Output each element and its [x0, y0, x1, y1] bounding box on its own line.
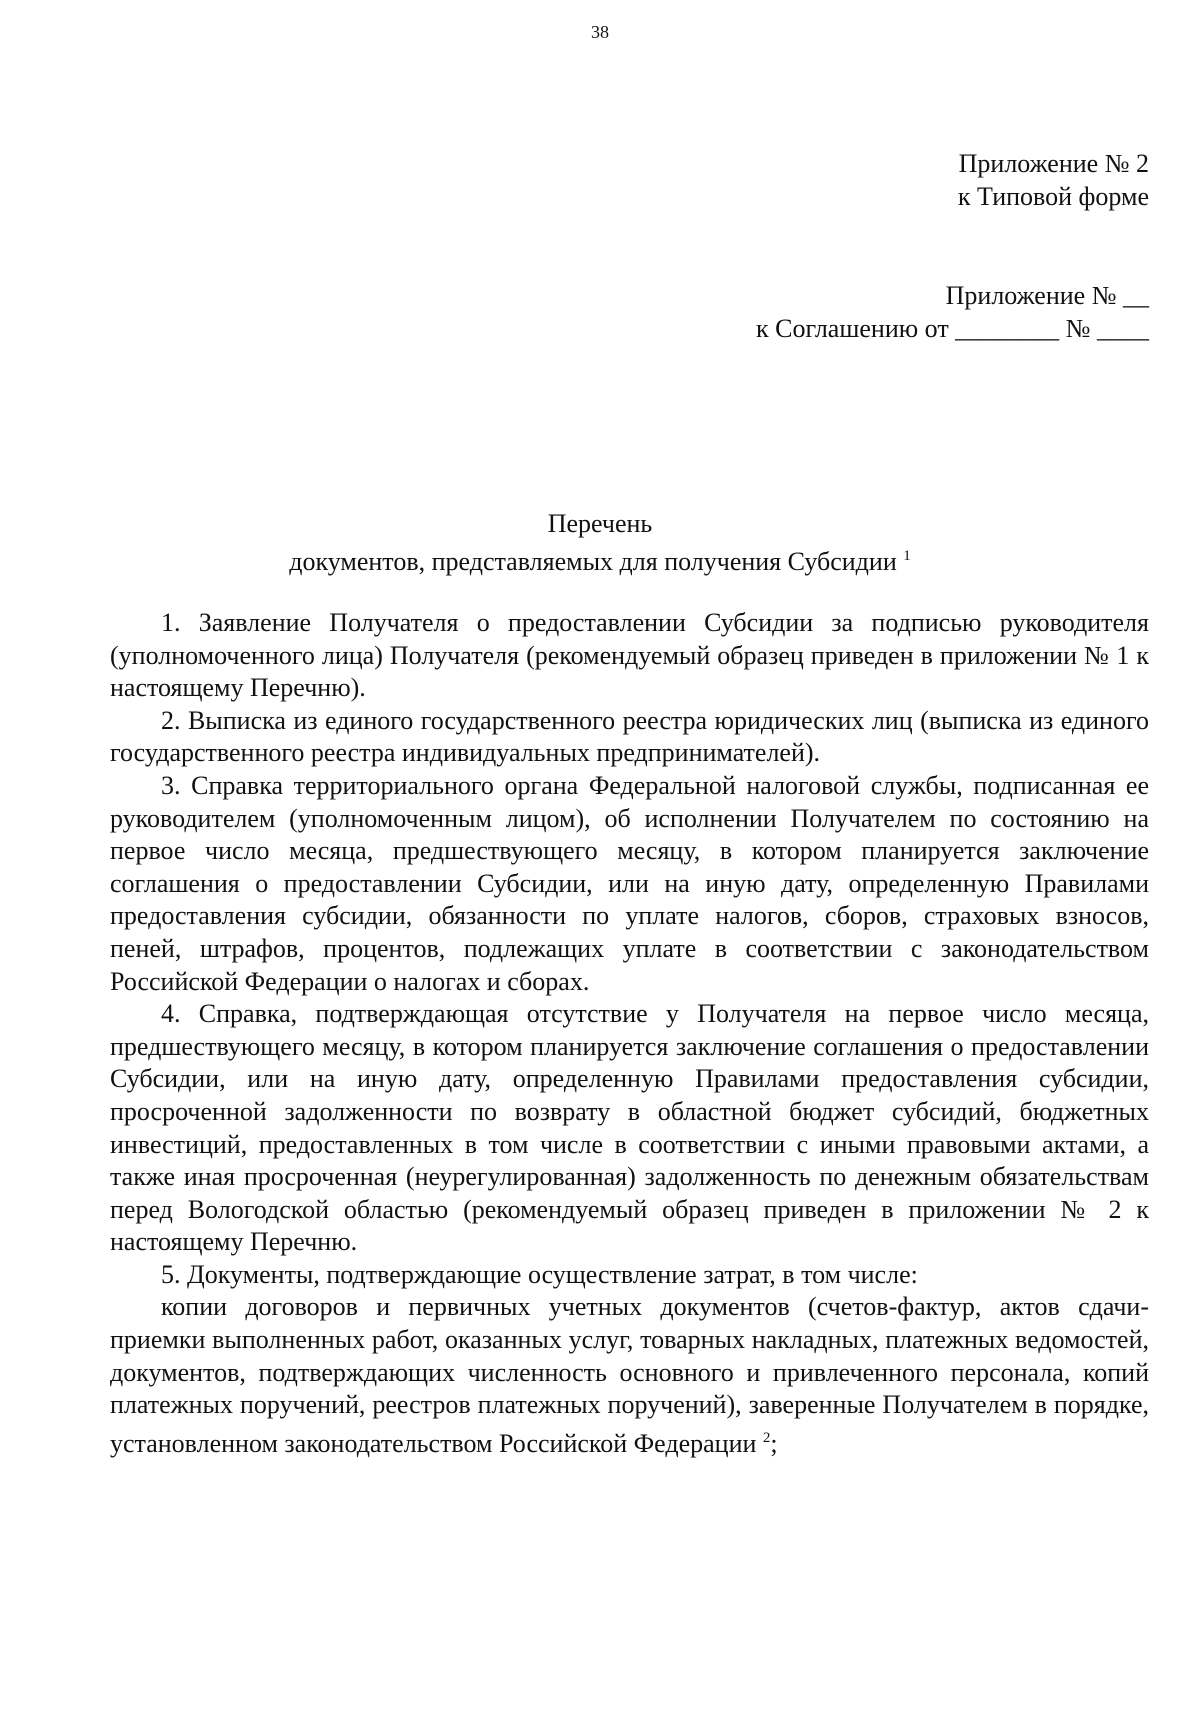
document-body [110, 607, 1149, 1460]
title-line1: Перечень [547, 509, 653, 538]
paragraph-1: 1. Заявление Получателя о предоставлении Субсидии за подписью руководителя (уполномоченного лица) Получателя (рекомендуемый образец приведен в приложении № 1 к настоящему Перечню). [110, 608, 1149, 703]
appendix-header-line2: к Типовой форме [957, 182, 1149, 211]
footnote-mark: 1 [903, 548, 911, 564]
paragraph-2: 2. Выписка из единого государственного реестра юридических лиц (выписка из единого государственного реестра индивидуальных предпринимателей). [110, 705, 1149, 768]
appendix-header [958, 147, 1149, 213]
paragraph-5-subitem [110, 1291, 1149, 1460]
paragraph-5: 5. Документы, подтверждающие осуществление затрат, в том числе: [161, 1259, 918, 1289]
agreement-appendix-header [756, 279, 1149, 345]
agreement-appendix-line2: к Соглашению от ________ № ____ [756, 314, 1149, 343]
paragraph-4: 4. Справка, подтверждающая отсутствие у Получателя на первое число месяца, предшествующего месяцу, в котором планируется заключение соглашения о предоставлении Субсидии, или на иную дату, определенную Правилами предоставления субсидии, просроченной задолженности по возврату в областной бюджет субсидий, бюджетных инвестиций, предоставленных в том числе в соответствии с иными правовыми актами, а также иная просроченная (неурегулированная) задолженность по денежным обязательствам перед Вологодской областью (рекомендуемый образец приведен в приложении № 2 к настоящему Перечню. [110, 999, 1149, 1257]
appendix-header-line1: Приложение № 2 [958, 149, 1149, 178]
paragraph-3: 3. Справка территориального органа Федеральной налоговой службы, подписанная ее руководителем (уполномоченным лицом), об исполнении Получателем по состоянию на первое число месяца, предшествующего месяцу, в котором планируется заключение соглашения о предоставлении Субсидии, или на иную дату, определенную Правилами предоставления субсидии, обязанности по уплате налогов, сборов, страховых взносов, пеней, штрафов, процентов, подлежащих уплате в соответствии с законодательством Российской Федерации о налогах и сборах. [110, 770, 1149, 996]
paragraph-5-subitem-text: копии договоров и первичных учетных документов (счетов-фактур, актов сдачи-приемки выполненных работ, оказанных услуг, товарных накладных, платежных ведомостей, документов, подтверждающих численность основного и привлеченного персонала, копий платежных поручений, реестров платежных поручений), заверенные Получателем в порядке, установленном законодательством Российской Федерации [110, 1292, 1149, 1458]
page-number: 38 [591, 22, 609, 42]
footnote-mark: 2 [762, 1429, 771, 1446]
document-title [0, 507, 1200, 578]
title-line2 [0, 540, 1200, 578]
title-line2-text: документов, представляемых для получения Субсидии [289, 547, 897, 576]
paragraph-5-subitem-tail: ; [770, 1428, 778, 1458]
agreement-appendix-line1: Приложение № __ [945, 281, 1149, 310]
